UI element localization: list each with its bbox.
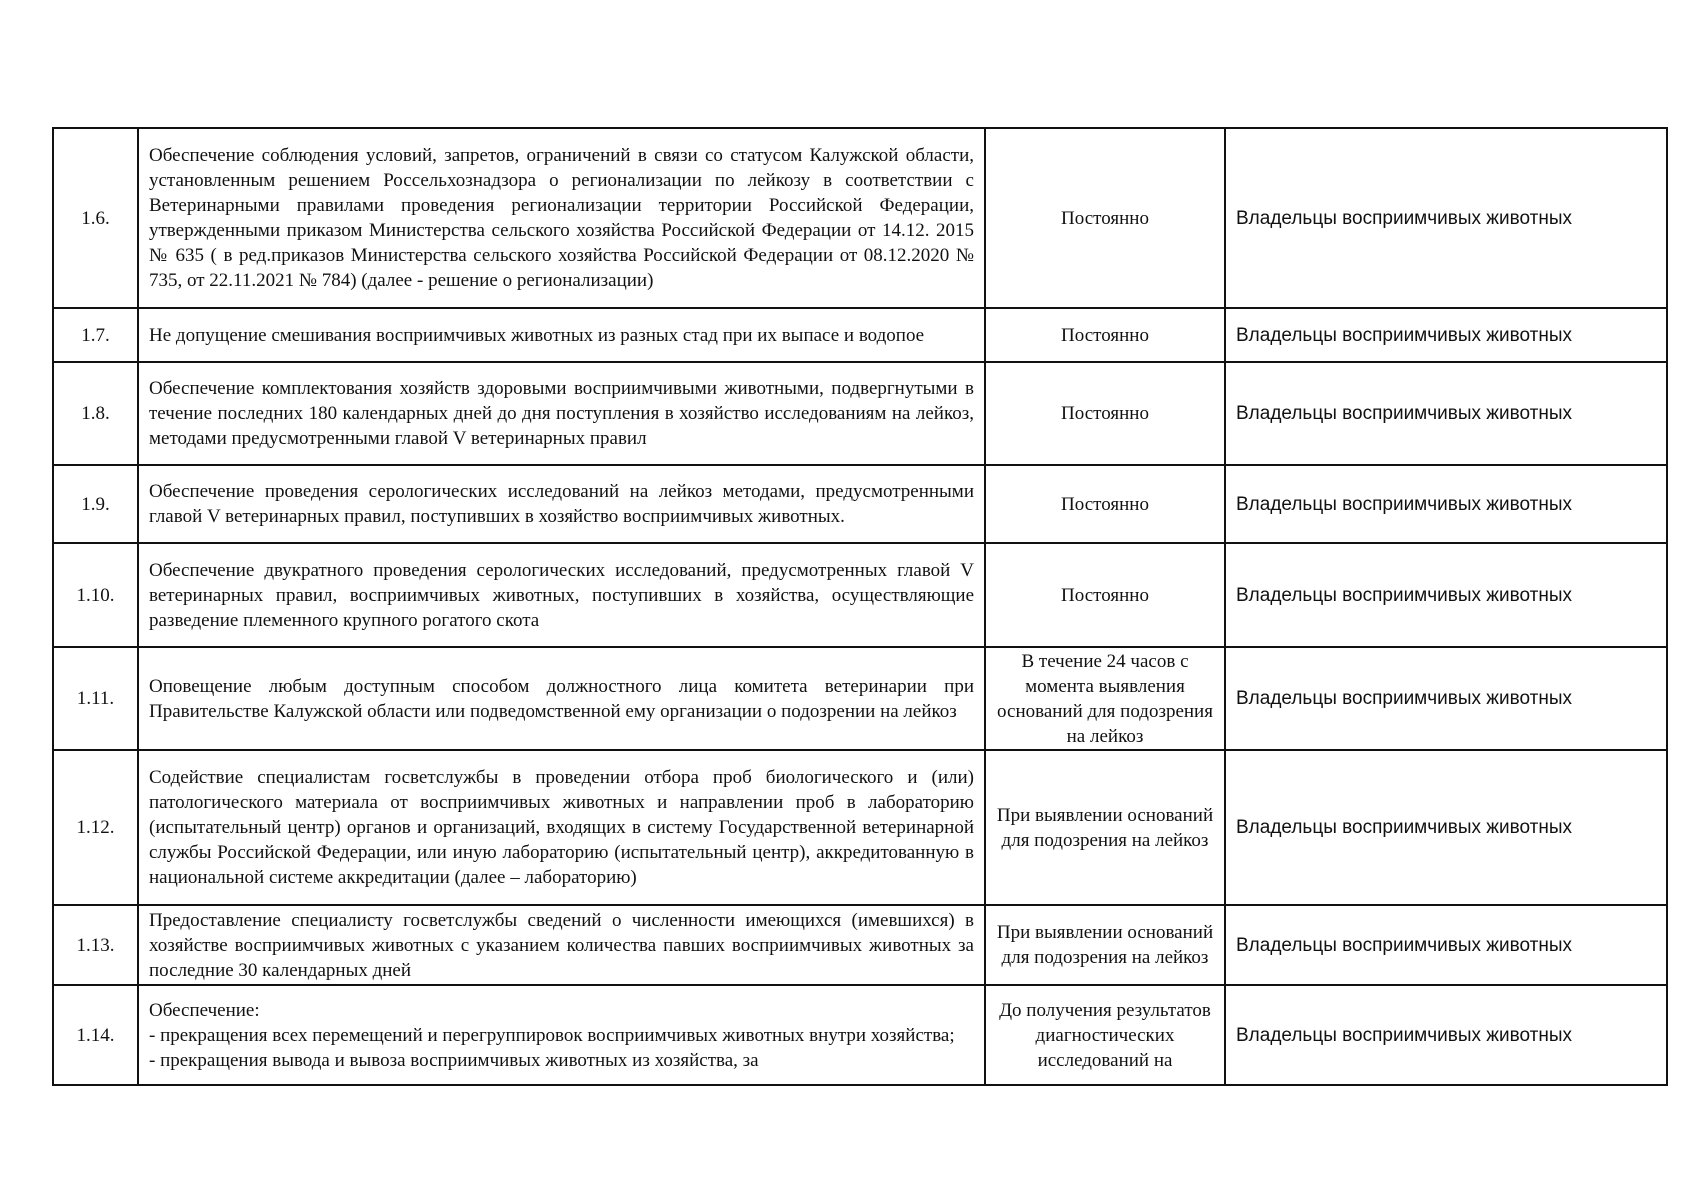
table-row [53, 308, 1667, 362]
measure-term: До получения результатов диагностических исследований на [985, 985, 1225, 1085]
table-row [53, 750, 1667, 905]
measure-term: Постоянно [985, 308, 1225, 362]
measure-text-line: Обеспечение: [149, 999, 260, 1021]
measure-text: Оповещение любым доступным способом должностного лица комитета ветеринарии при Правительстве Калужской области или подведомственной ему организации о подозрении на лейкоз [138, 647, 985, 750]
table-row [53, 362, 1667, 465]
measure-text: Содействие специалистам госветслужбы в проведении отбора проб биологического и (или) патологического материала от восприимчивых животных и направлении проб в лабораторию (испытательный центр) органов и организаций, входящих в систему Государственной ветеринарной службы Российской Федерации, или иную лабораторию (испытательный центр), аккредитованную в национальной системе аккредитации (далее – лабораторию) [138, 750, 985, 905]
measure-term: При выявлении оснований для подозрения на лейкоз [985, 750, 1225, 905]
table-row [53, 905, 1667, 985]
measure-text: Не допущение смешивания восприимчивых животных из разных стад при их выпасе и водопое [138, 308, 985, 362]
measure-responsible: Владельцы восприимчивых животных [1225, 905, 1667, 985]
measure-responsible: Владельцы восприимчивых животных [1225, 308, 1667, 362]
measure-text: Обеспечение соблюдения условий, запретов, ограничений в связи со статусом Калужской области, установленным решением Россельхознадзора о регионализации по лейкозу в соответствии с Ветеринарными правилами проведения регионализации территории Российской Федерации, утвержденными приказом Министерства сельского хозяйства Российской Федерации от 14.12. 2015 № 635 ( в ред.приказов Министерства сельского хозяйства Российской Федерации от 08.12.2020 № 735, от 22.11.2021 № 784) (далее - решение о регионализации) [138, 128, 985, 308]
measure-responsible: Владельцы восприимчивых животных [1225, 465, 1667, 543]
measure-text-line: - прекращения вывода и вывоза восприимчивых животных из хозяйства, за [149, 1049, 759, 1071]
table-row [53, 543, 1667, 647]
measure-text [138, 985, 985, 1085]
measure-term: Постоянно [985, 362, 1225, 465]
measure-text: Предоставление специалисту госветслужбы сведений о численности имеющихся (имевшихся) в хозяйстве восприимчивых животных с указанием количества павших восприимчивых животных за последние 30 календарных дней [138, 905, 985, 985]
table-row [53, 647, 1667, 750]
table-row [53, 465, 1667, 543]
row-number: 1.11. [53, 647, 138, 750]
row-number: 1.7. [53, 308, 138, 362]
row-number: 1.14. [53, 985, 138, 1085]
measure-term: В течение 24 часов с момента выявления оснований для подозрения на лейкоз [985, 647, 1225, 750]
measure-term: Постоянно [985, 543, 1225, 647]
row-number: 1.9. [53, 465, 138, 543]
row-number: 1.6. [53, 128, 138, 308]
measures-table [52, 127, 1668, 1086]
measure-text: Обеспечение проведения серологических исследований на лейкоз методами, предусмотренными главой V ветеринарных правил, поступивших в хозяйство восприимчивых животных. [138, 465, 985, 543]
measure-responsible: Владельцы восприимчивых животных [1225, 647, 1667, 750]
measure-term: Постоянно [985, 465, 1225, 543]
measure-responsible: Владельцы восприимчивых животных [1225, 128, 1667, 308]
row-number: 1.10. [53, 543, 138, 647]
measure-responsible: Владельцы восприимчивых животных [1225, 750, 1667, 905]
measure-term: При выявлении оснований для подозрения на лейкоз [985, 905, 1225, 985]
measure-term: Постоянно [985, 128, 1225, 308]
row-number: 1.13. [53, 905, 138, 985]
measure-text: Обеспечение двукратного проведения серологических исследований, предусмотренных главой V ветеринарных правил, восприимчивых животных, поступивших в хозяйства, осуществляющие разведение племенного крупного рогатого скота [138, 543, 985, 647]
table-row [53, 985, 1667, 1085]
measure-text: Обеспечение комплектования хозяйств здоровыми восприимчивыми животными, подвергнутыми в течение последних 180 календарных дней до дня поступления в хозяйство исследованиям на лейкоз, методами предусмотренными главой V ветеринарных правил [138, 362, 985, 465]
measure-responsible: Владельцы восприимчивых животных [1225, 362, 1667, 465]
measure-text-line: - прекращения всех перемещений и перегруппировок восприимчивых животных внутри хозяйства; [149, 1024, 955, 1046]
row-number: 1.12. [53, 750, 138, 905]
row-number: 1.8. [53, 362, 138, 465]
measure-responsible: Владельцы восприимчивых животных [1225, 543, 1667, 647]
table-row [53, 128, 1667, 308]
measure-responsible: Владельцы восприимчивых животных [1225, 985, 1667, 1085]
